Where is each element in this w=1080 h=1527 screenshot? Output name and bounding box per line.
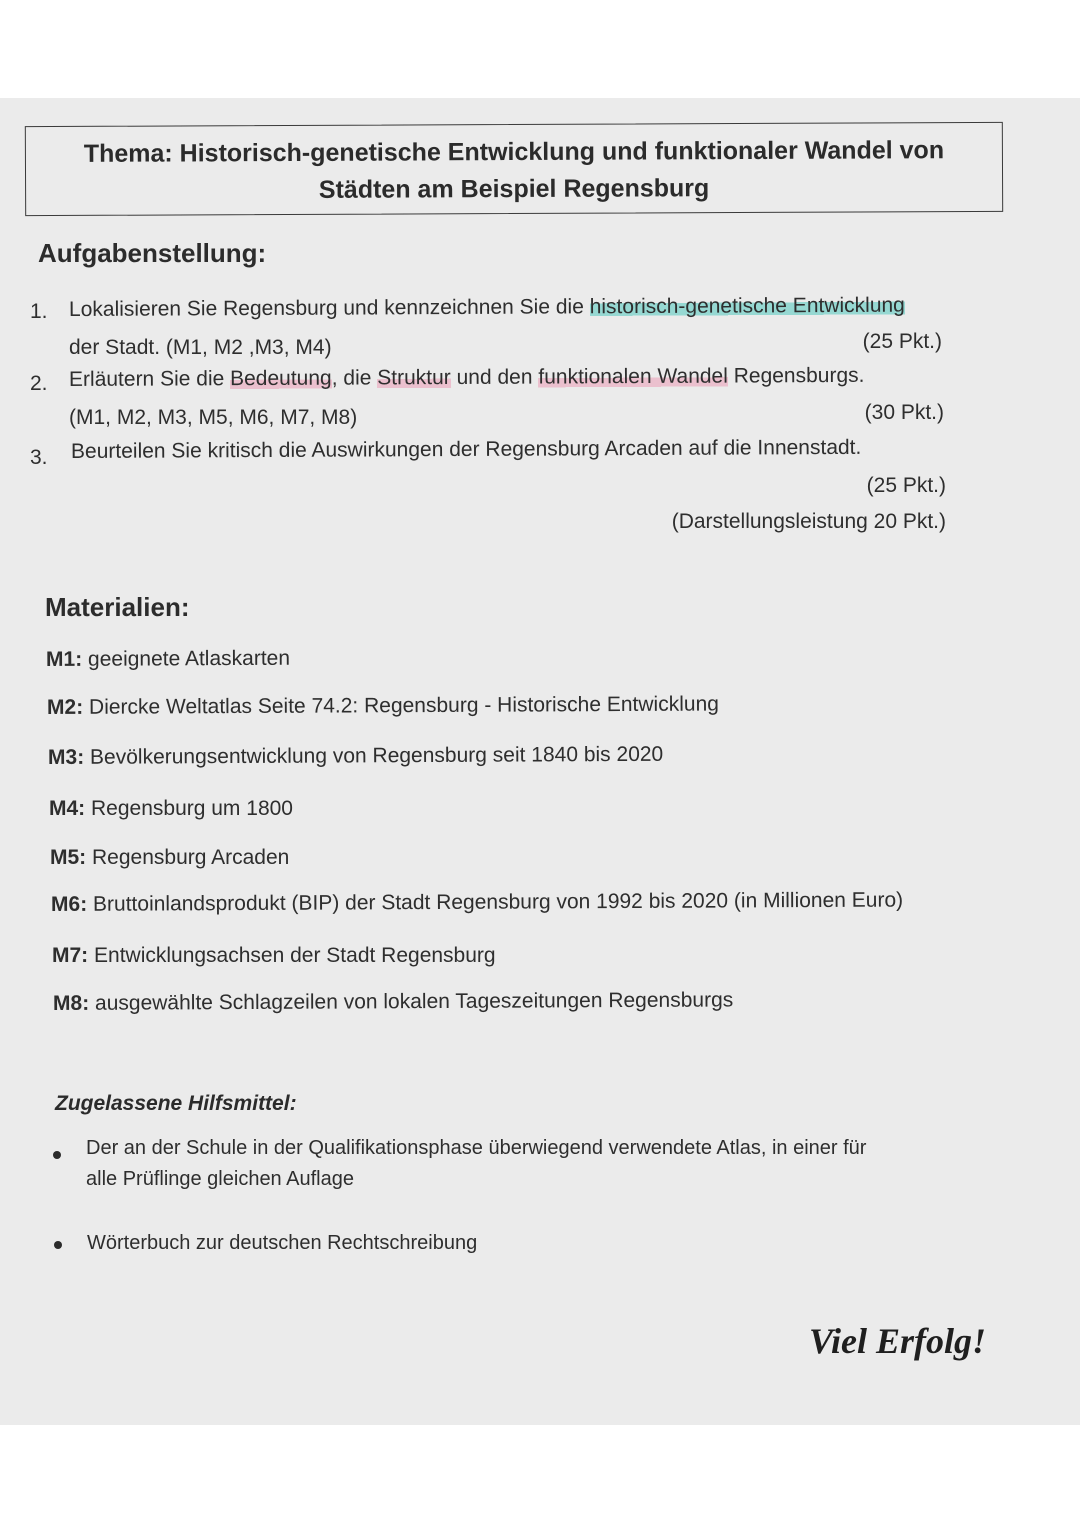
material-text: Bruttoinlandsprodukt (BIP) der Stadt Regensburg von 1992 bis 2020 (in Millionen Euro) xyxy=(87,888,904,916)
title-line-2: Städten am Beispiel Regensburg xyxy=(318,174,710,204)
materialien-heading: Materialien: xyxy=(45,592,190,622)
hilfsmittel-item-1 xyxy=(86,1133,866,1195)
task-2-highlight-struktur: Struktur xyxy=(377,366,451,390)
task-2-text-e: und den xyxy=(450,365,539,390)
task-3-line-1: Beurteilen Sie kritisch die Auswirkungen der Regensburg Arcaden auf die Innenstadt. xyxy=(70,435,862,463)
hilfsmittel-item-2: Wörterbuch zur deutschen Rechtschreibung xyxy=(87,1232,478,1254)
material-text: Entwicklungsachsen der Stadt Regensburg xyxy=(88,944,496,967)
material-text: Bevölkerungsentwicklung von Regensburg seit 1840 bis 2020 xyxy=(84,742,664,769)
hilfsmittel-item-1-line-2: alle Prüflinge gleichen Auflage xyxy=(86,1168,354,1190)
material-text: ausgewählte Schlagzeilen von lokalen Tageszeitungen Regensburgs xyxy=(89,988,734,1015)
material-item-m8 xyxy=(53,988,733,1016)
task-1-line-2: der Stadt. (M1, M2 ,M3, M4) xyxy=(69,336,332,359)
task-1-text: Lokalisieren Sie Regensburg und kennzeichnen Sie die xyxy=(68,295,590,321)
material-item-m7 xyxy=(52,944,496,968)
task-2-text-g: Regensburgs. xyxy=(727,363,865,388)
material-text: geeignete Atlaskarten xyxy=(82,646,291,671)
task-3-points: (25 Pkt.) xyxy=(866,474,946,497)
task-1-number: 1. xyxy=(30,300,48,323)
material-item-m4 xyxy=(49,797,293,821)
task-1-line-1 xyxy=(69,294,905,322)
material-item-m5 xyxy=(50,846,289,870)
material-code: M1: xyxy=(45,647,83,671)
material-code: M6: xyxy=(50,892,88,916)
material-item-m1 xyxy=(46,647,290,672)
task-2-line-1 xyxy=(69,364,865,392)
darstellungsleistung-points: (Darstellungsleistung 20 Pkt.) xyxy=(671,510,946,533)
material-text: Regensburg Arcaden xyxy=(86,846,290,869)
task-2-line-2: (M1, M2, M3, M5, M6, M7, M8) xyxy=(69,406,358,429)
task-2-points: (30 Pkt.) xyxy=(864,401,944,424)
task-2-text-c: , die xyxy=(331,366,378,390)
task-2-text-a: Erläutern Sie die xyxy=(68,367,231,391)
material-code: M4: xyxy=(49,797,86,820)
material-item-m2 xyxy=(47,692,719,720)
material-code: M2: xyxy=(46,695,84,719)
closing-text: Viel Erfolg! xyxy=(808,1321,986,1361)
material-text: Diercke Weltatlas Seite 74.2: Regensburg - Historische Entwicklung xyxy=(83,692,719,719)
material-code: M3: xyxy=(47,745,85,769)
hilfsmittel-item-1-line-1: Der an der Schule in der Qualifikationsphase überwiegend verwendete Atlas, in einer für xyxy=(86,1137,867,1159)
hilfsmittel-heading: Zugelassene Hilfsmittel: xyxy=(55,1092,297,1115)
title-box xyxy=(25,122,1003,216)
bullet-icon xyxy=(53,1151,61,1159)
material-code: M5: xyxy=(50,846,87,869)
bullet-icon xyxy=(54,1241,62,1249)
task-2-highlight-wandel: funktionalen Wandel xyxy=(538,364,728,389)
task-3-number: 3. xyxy=(30,446,48,469)
material-code: M8: xyxy=(52,991,90,1015)
title-line-1: Thema: Historisch-genetische Entwicklung und funktionaler Wandel von xyxy=(83,136,945,168)
task-1-points: (25 Pkt.) xyxy=(862,330,942,353)
material-item-m6 xyxy=(51,889,903,917)
aufgaben-heading: Aufgabenstellung: xyxy=(38,238,267,268)
material-item-m3 xyxy=(48,743,663,770)
material-code: M7: xyxy=(52,944,89,967)
material-text: Regensburg um 1800 xyxy=(85,797,293,820)
exam-sheet xyxy=(0,98,1080,1425)
task-2-number: 2. xyxy=(30,372,48,395)
task-2-highlight-bedeutung: Bedeutung xyxy=(230,366,332,391)
task-1-highlight: historisch-genetische Entwicklung xyxy=(589,293,905,319)
